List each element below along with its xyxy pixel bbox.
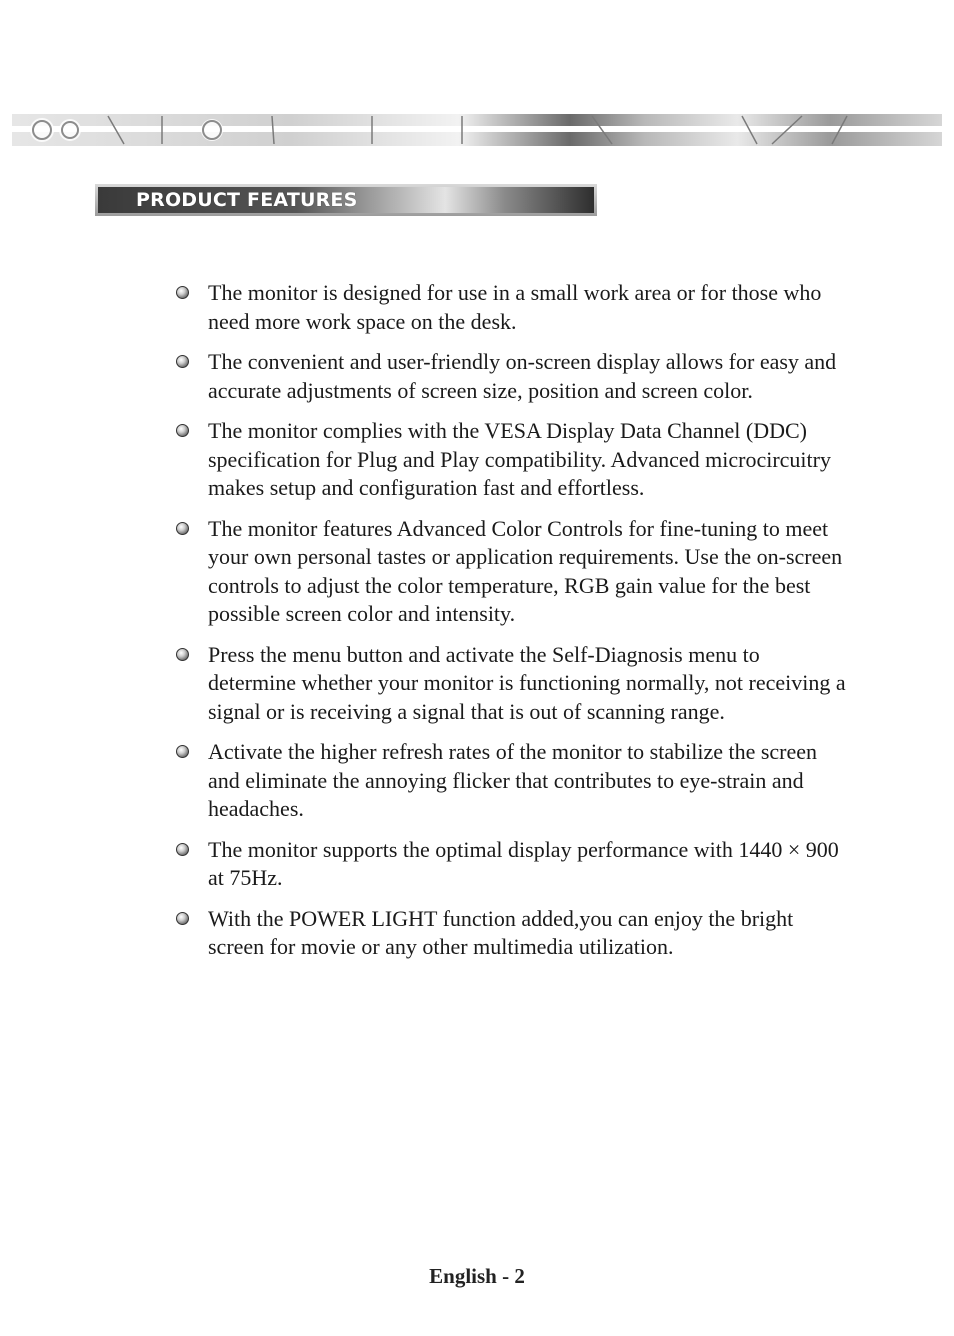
decorative-header-band xyxy=(12,112,942,148)
feature-item xyxy=(174,417,846,503)
page-footer: English - 2 xyxy=(429,1264,525,1288)
feature-text: The monitor complies with the VESA Display Data Channel (DDC) specification for Plug and Play compatibility. Advanced microcircuitry makes setup and configuration fast and effortless. xyxy=(208,418,831,500)
feature-text: With the POWER LIGHT function added,you can enjoy the bright screen for movie or any other multimedia utilization. xyxy=(208,905,794,959)
feature-item xyxy=(174,515,846,629)
feature-text: The monitor is designed for use in a small work area or for those who need more work space on the desk. xyxy=(208,280,822,334)
round-bullet-icon xyxy=(176,912,189,925)
feature-text: The monitor supports the optimal display performance with 1440 × 900 at 75Hz. xyxy=(208,836,839,890)
feature-text: Activate the higher refresh rates of the monitor to stabilize the screen and eliminate the annoying flicker that contributes to eye-strain and headaches. xyxy=(208,739,818,821)
round-bullet-icon xyxy=(176,745,189,758)
feature-list xyxy=(174,279,846,974)
feature-item xyxy=(174,348,846,405)
feature-item xyxy=(174,641,846,727)
round-bullet-icon xyxy=(176,648,189,661)
feature-item xyxy=(174,905,846,962)
round-bullet-icon xyxy=(176,286,189,299)
round-bullet-icon xyxy=(176,522,189,535)
section-title: PRODUCT FEATURES xyxy=(136,189,358,211)
section-title-bar-fill xyxy=(98,187,594,213)
round-bullet-icon xyxy=(176,424,189,437)
feature-item xyxy=(174,279,846,336)
feature-item xyxy=(174,738,846,824)
feature-text: The monitor features Advanced Color Controls for fine-tuning to meet your own personal tastes or application requirements. Use the on-screen controls to adjust the color temperature, RGB gain value for the best possible screen color and intensity. xyxy=(208,515,843,626)
round-bullet-icon xyxy=(176,843,189,856)
feature-text: Press the menu button and activate the Self-Diagnosis menu to determine whether your monitor is functioning normally, not receiving a signal or is receiving a signal that is out of scanning range. xyxy=(208,641,846,724)
feature-text: The convenient and user-friendly on-screen display allows for easy and accurate adjustments of screen size, position and screen color. xyxy=(208,349,837,403)
feature-item xyxy=(174,836,846,893)
round-bullet-icon xyxy=(176,355,189,368)
section-title-bar xyxy=(95,184,597,216)
